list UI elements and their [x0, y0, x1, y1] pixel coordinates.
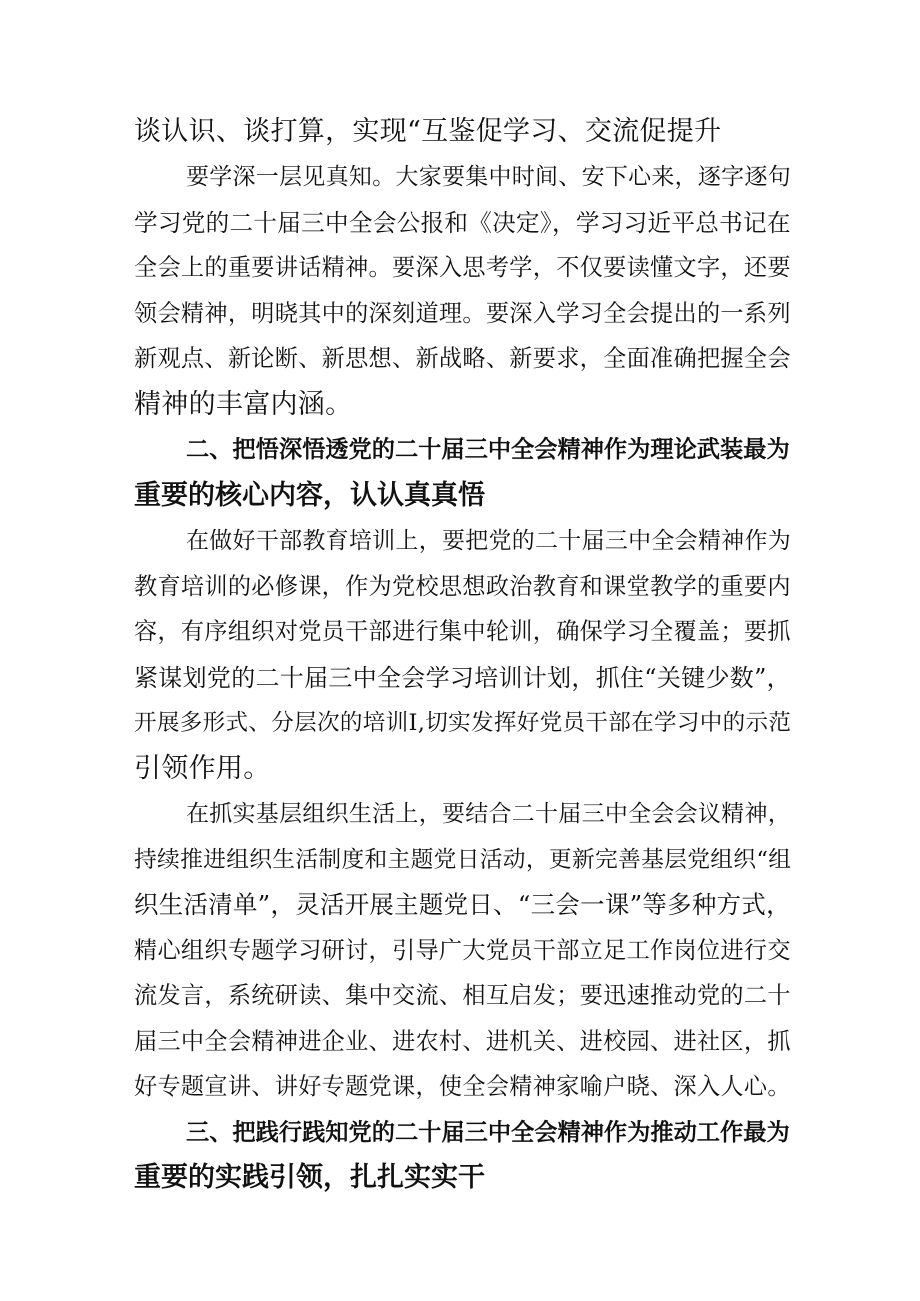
text-line: 新观点、新论断、新思想、新战略、新要求，全面准确把握全会 — [134, 345, 791, 372]
text-line: 精神的丰富内涵。 — [134, 389, 353, 420]
text-line: 紧谋划党的二十届三中全会学习培训计划，抓住“关键少数”， — [134, 664, 791, 692]
text-line: 学习党的二十届三中全会公报和《决定》，学习习近平总书记在 — [134, 209, 791, 237]
text-line: 流发言，系统研读、集中交流、相互启发；要迅速推动党的二十 — [134, 982, 791, 1009]
text-line: 领会精神，明晓其中的深刻道理。要深入学习全会提出的一系列 — [134, 300, 791, 327]
section-heading: 重要的实践引领，扎扎实实干 — [134, 1162, 485, 1193]
paragraph-first-line: 在做好干部教育培训上，要把党的二十届三中全会精神作为 — [186, 528, 791, 554]
section-heading: 三、把践行践知党的二十届三中全会精神作为推动工作最为 — [186, 1119, 790, 1146]
paragraph-first-line: 在抓实基层组织生活上，要结合二十届三中全会会议精神， — [186, 801, 791, 827]
text-line: 引领作用。 — [134, 753, 271, 784]
text-line: 开展多形式、分层次的培训I,切实发挥好党员干部在学习中的示范 — [134, 710, 792, 736]
paragraph-first-line: 要学深一层见真知。大家要集中时间、安下心来，逐字逐句 — [186, 164, 791, 190]
text-line: 教育培训的必修课，作为党校思想政治教育和课堂教学的重要内 — [134, 573, 791, 600]
text-line: 谈认识、谈打算，实现“互鉴促学习、交流促提升 — [134, 116, 722, 147]
text-line: 持续推进组织生活制度和主题党日活动，更新完善基层党组织“组 — [134, 847, 792, 873]
text-line: 织生活清单”，灵活开展主题党日、“三会一课”等多种方式， — [134, 890, 791, 919]
text-line: 届三中全会精神进企业、进农村、进机关、进校园、进社区，抓 — [134, 1028, 791, 1055]
text-line: 容，有序组织对党员干部进行集中轮训，确保学习全覆盖；要抓 — [134, 618, 791, 645]
text-line: 精心组织专题学习研讨，引导广大党员干部立足工作岗位进行交 — [134, 937, 791, 964]
section-heading: 重要的核心内容，认认真真悟 — [134, 480, 485, 511]
text-line: 全会上的重要讲话精神。要深入思考学，不仅要读懂文字，还要 — [134, 254, 791, 281]
text-line: 好专题宣讲、讲好专题党课，使全会精神家喻户晓、深入人心。 — [134, 1073, 791, 1100]
section-heading: 二、把悟深悟透党的二十届三中全会精神作为理论武装最为 — [186, 436, 790, 463]
